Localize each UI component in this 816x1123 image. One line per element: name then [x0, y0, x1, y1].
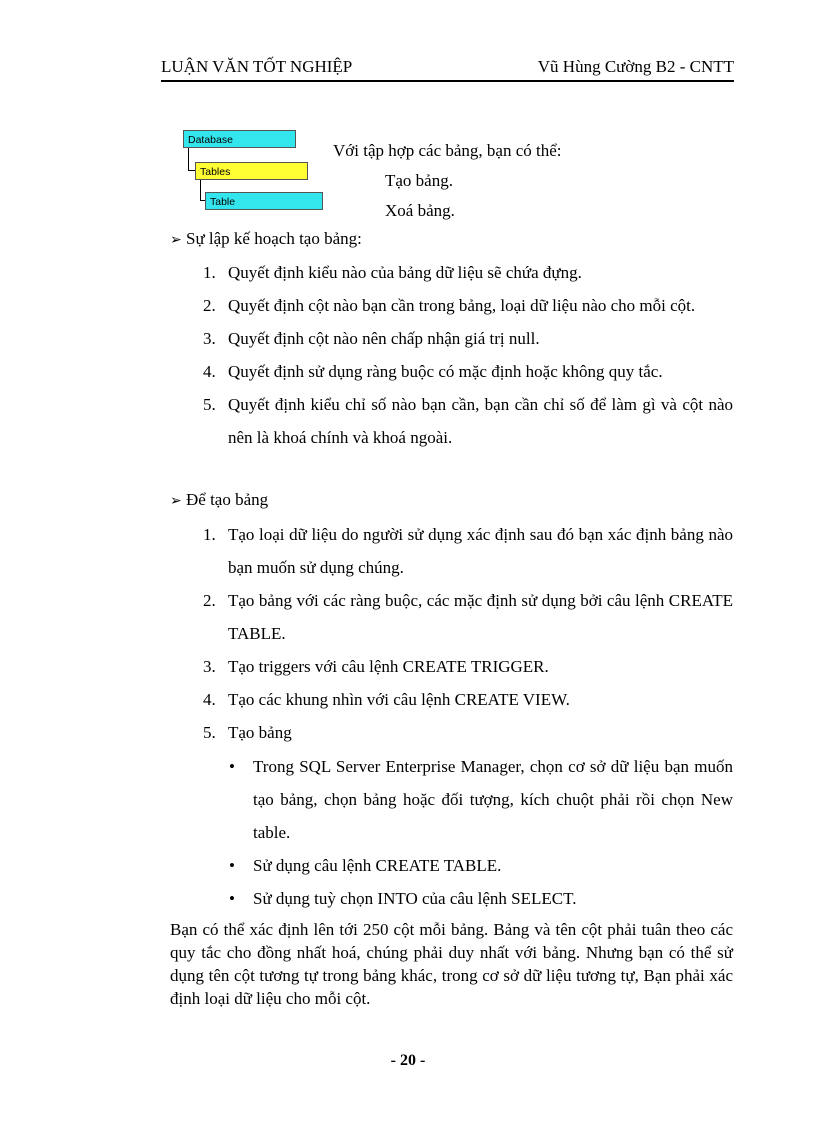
bullet-text: Sử dụng câu lệnh CREATE TABLE.	[253, 856, 502, 875]
arrow-bullet-icon: ➢	[170, 494, 182, 509]
tables-node: Tables	[195, 162, 308, 180]
list-item	[203, 584, 733, 650]
list-item	[203, 518, 733, 584]
bullet-item	[228, 882, 733, 915]
section-heading	[170, 229, 362, 249]
item-text: Tạo bảng	[228, 723, 292, 742]
item-text: Quyết định cột nào nên chấp nhận giá trị null.	[228, 329, 540, 348]
list-item	[203, 355, 733, 388]
item-text: Tạo loại dữ liệu do người sử dụng xác định sau đó bạn xác định bảng nào bạn muốn sử dụng chúng.	[228, 525, 733, 577]
bullet-dot-icon: •	[229, 889, 235, 908]
create-table-bullets	[228, 750, 733, 915]
bullet-text: Trong SQL Server Enterprise Manager, chọn cơ sở dữ liệu bạn muốn tạo bảng, chọn bảng hoặc đối tượng, kích chuột phải rồi chọn New table.	[253, 757, 733, 842]
bullet-text: Sử dụng tuỳ chọn INTO của câu lệnh SELECT.	[253, 889, 577, 908]
item-number: 4.	[203, 690, 216, 709]
list-item	[203, 683, 733, 716]
database-hierarchy-diagram	[183, 130, 328, 214]
item-number: 5.	[203, 395, 216, 414]
planning-list	[203, 256, 733, 454]
bullet-dot-icon: •	[229, 856, 235, 875]
item-number: 3.	[203, 657, 216, 676]
item-text: Tạo các khung nhìn với câu lệnh CREATE VIEW.	[228, 690, 570, 709]
item-number: 2.	[203, 591, 216, 610]
intro-line: Tạo bảng.	[385, 171, 453, 190]
page-header	[161, 54, 734, 82]
intro-text	[333, 136, 562, 226]
item-number: 4.	[203, 362, 216, 381]
database-node: Database	[183, 130, 296, 148]
item-text: Tạo bảng với các ràng buộc, các mặc định sử dụng bởi câu lệnh CREATE TABLE.	[228, 591, 733, 643]
item-text: Quyết định sử dụng ràng buộc có mặc định hoặc không quy tắc.	[228, 362, 663, 381]
item-number: 1.	[203, 525, 216, 544]
table-node: Table	[205, 192, 323, 210]
bullet-item	[228, 750, 733, 849]
intro-line: Xoá bảng.	[385, 201, 455, 220]
list-item	[203, 716, 733, 749]
section-heading	[170, 490, 268, 510]
arrow-bullet-icon: ➢	[170, 233, 182, 248]
item-number: 2.	[203, 296, 216, 315]
list-item	[203, 256, 733, 289]
bullet-dot-icon: •	[229, 757, 235, 776]
section-title: Sự lập kế hoạch tạo bảng:	[186, 229, 362, 248]
list-item	[203, 322, 733, 355]
header-thesis-title: LUẬN VĂN TỐT NGHIỆP	[161, 57, 353, 76]
item-number: 5.	[203, 723, 216, 742]
section-title: Để tạo bảng	[186, 490, 269, 509]
create-table-list	[203, 518, 733, 749]
item-number: 1.	[203, 263, 216, 282]
item-text: Tạo triggers với câu lệnh CREATE TRIGGER.	[228, 657, 549, 676]
item-text: Quyết định kiểu chỉ số nào bạn cần, bạn cần chỉ số để làm gì và cột nào nên là khoá chính và khoá ngoài.	[228, 395, 733, 447]
list-item	[203, 289, 733, 322]
item-text: Quyết định kiểu nào của bảng dữ liệu sẽ chứa đựng.	[228, 263, 582, 282]
intro-line: Với tập hợp các bảng, bạn có thể:	[333, 141, 562, 160]
bullet-item	[228, 849, 733, 882]
page-number: - 20 -	[390, 1052, 426, 1069]
list-item	[203, 388, 733, 454]
header-author: Vũ Hùng Cường B2 - CNTT	[537, 57, 734, 76]
item-text: Quyết định cột nào bạn cần trong bảng, loại dữ liệu nào cho mỗi cột.	[228, 296, 696, 315]
item-number: 3.	[203, 329, 216, 348]
body-paragraph: Bạn có thể xác định lên tới 250 cột mỗi bảng. Bảng và tên cột phải tuân theo các quy tắc cho đồng nhất hoá, chúng phải duy nhất với bảng. Nhưng bạn có thể sử dụng tên cột tương tự trong bảng khác, trong cơ sở dữ liệu tương tự, Bạn phải xác định loại dữ liệu cho mỗi cột.	[170, 920, 733, 1008]
list-item	[203, 650, 733, 683]
